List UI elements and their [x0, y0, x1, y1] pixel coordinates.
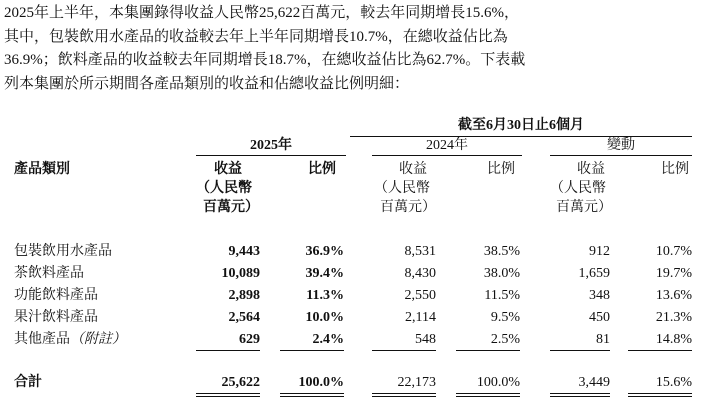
total-rev-2025: 25,622 [221, 375, 260, 390]
paragraph-line: 36.9%；飲料產品的收益較去年同期增長18.7%，在總收益佔比為62.7%。下表載 [4, 52, 526, 68]
total-double-rule [372, 393, 436, 397]
subtotal-rule [196, 350, 260, 351]
unit-change-line2: 百萬元） [556, 200, 612, 215]
row-change: 1,659 [578, 266, 610, 281]
row-category [14, 331, 126, 349]
row-pct-2024: 2.5% [490, 332, 520, 347]
paragraph-line: 其中，包裝飲用水產品的收益較去年上半年同期增長10.7%，在總收益佔比為 [4, 28, 508, 45]
row-rev-2024: 2,114 [405, 310, 436, 325]
unit-2025-line2: 百萬元） [203, 200, 259, 215]
row-note-link[interactable]: （附註） [70, 332, 126, 347]
row-pct-2025: 39.4% [305, 266, 344, 281]
total-change-pct: 15.6% [655, 375, 692, 390]
row-change: 348 [589, 288, 610, 303]
row-pct-2024: 38.5% [483, 244, 520, 259]
change-rule [550, 155, 692, 156]
row-pct-2025: 2.4% [312, 332, 344, 347]
unit-2024-line2: 百萬元） [380, 200, 436, 215]
revenue-2024-label: 收益 [399, 162, 427, 177]
total-rev-2024: 22,173 [397, 375, 436, 390]
row-change-pct: 10.7% [655, 244, 692, 259]
total-change: 3,449 [578, 375, 610, 390]
year-2025-rule [196, 155, 346, 156]
category-header: 產品類別 [14, 162, 70, 177]
total-double-rule [196, 393, 260, 397]
total-double-rule [628, 393, 692, 397]
ratio-2025-label: 比例 [308, 162, 336, 177]
row-change: 81 [596, 332, 610, 347]
row-category: 包裝飲用水產品 [14, 244, 112, 259]
revenue-change-label: 收益 [577, 162, 605, 177]
row-rev-2025: 2,898 [228, 288, 260, 303]
change-header: 變動 [607, 138, 635, 153]
row-change-pct: 14.8% [655, 332, 692, 347]
row-pct-2024: 9.5% [490, 310, 520, 325]
unit-2024-line1: （人民幣 [374, 181, 430, 196]
row-pct-2025: 10.0% [305, 310, 344, 325]
row-category: 茶飲料產品 [14, 266, 84, 281]
unit-2025-line1: （人民幣 [196, 181, 252, 196]
subtotal-rule [550, 350, 610, 351]
total-double-rule [456, 393, 520, 397]
year-2025-header: 2025年 [250, 138, 292, 153]
row-category: 功能飲料產品 [14, 288, 98, 303]
row-rev-2025: 2,564 [228, 310, 260, 325]
subtotal-rule [628, 350, 692, 351]
row-rev-2025: 629 [239, 332, 260, 347]
total-double-rule [550, 393, 610, 397]
row-rev-2025: 10,089 [221, 266, 260, 281]
row-pct-2025: 36.9% [305, 244, 344, 259]
row-category: 果汁飲料產品 [14, 310, 98, 325]
row-change: 450 [589, 310, 610, 325]
total-label: 合計 [14, 375, 42, 390]
subtotal-rule [372, 350, 436, 351]
row-category-label: 其他產品 [14, 332, 70, 347]
total-pct-2024: 100.0% [476, 375, 520, 390]
row-change-pct: 13.6% [655, 288, 692, 303]
year-2024-header: 2024年 [426, 138, 468, 153]
period-header: 截至6月30日止6個月 [458, 118, 584, 133]
unit-change-line1: （人民幣 [550, 181, 606, 196]
row-rev-2024: 548 [415, 332, 436, 347]
row-change: 912 [589, 244, 610, 259]
paragraph-line: 列本集團於所示期間各產品類別的收益和佔總收益比例明細： [4, 75, 410, 92]
row-rev-2024: 2,550 [404, 288, 436, 303]
row-pct-2024: 38.0% [483, 266, 520, 281]
subtotal-rule [456, 350, 520, 351]
row-pct-2025: 11.3% [306, 288, 344, 303]
intro-paragraph [4, 2, 716, 96]
row-change-pct: 19.7% [655, 266, 692, 281]
subtotal-rule [280, 350, 344, 351]
row-change-pct: 21.3% [655, 310, 692, 325]
revenue-2025-label: 收益 [214, 162, 242, 177]
row-rev-2025: 9,443 [228, 244, 260, 259]
row-rev-2024: 8,531 [404, 244, 436, 259]
ratio-2024-label: 比例 [487, 162, 515, 177]
row-rev-2024: 8,430 [404, 266, 436, 281]
paragraph-line: 2025年上半年，本集團錄得收益人民幣25,622百萬元，較去年同期增長15.6%， [4, 5, 519, 21]
total-pct-2025: 100.0% [298, 375, 344, 390]
ratio-change-label: 比例 [661, 162, 689, 177]
row-pct-2024: 11.5% [484, 288, 520, 303]
total-double-rule [280, 393, 344, 397]
year-2024-rule [372, 155, 522, 156]
